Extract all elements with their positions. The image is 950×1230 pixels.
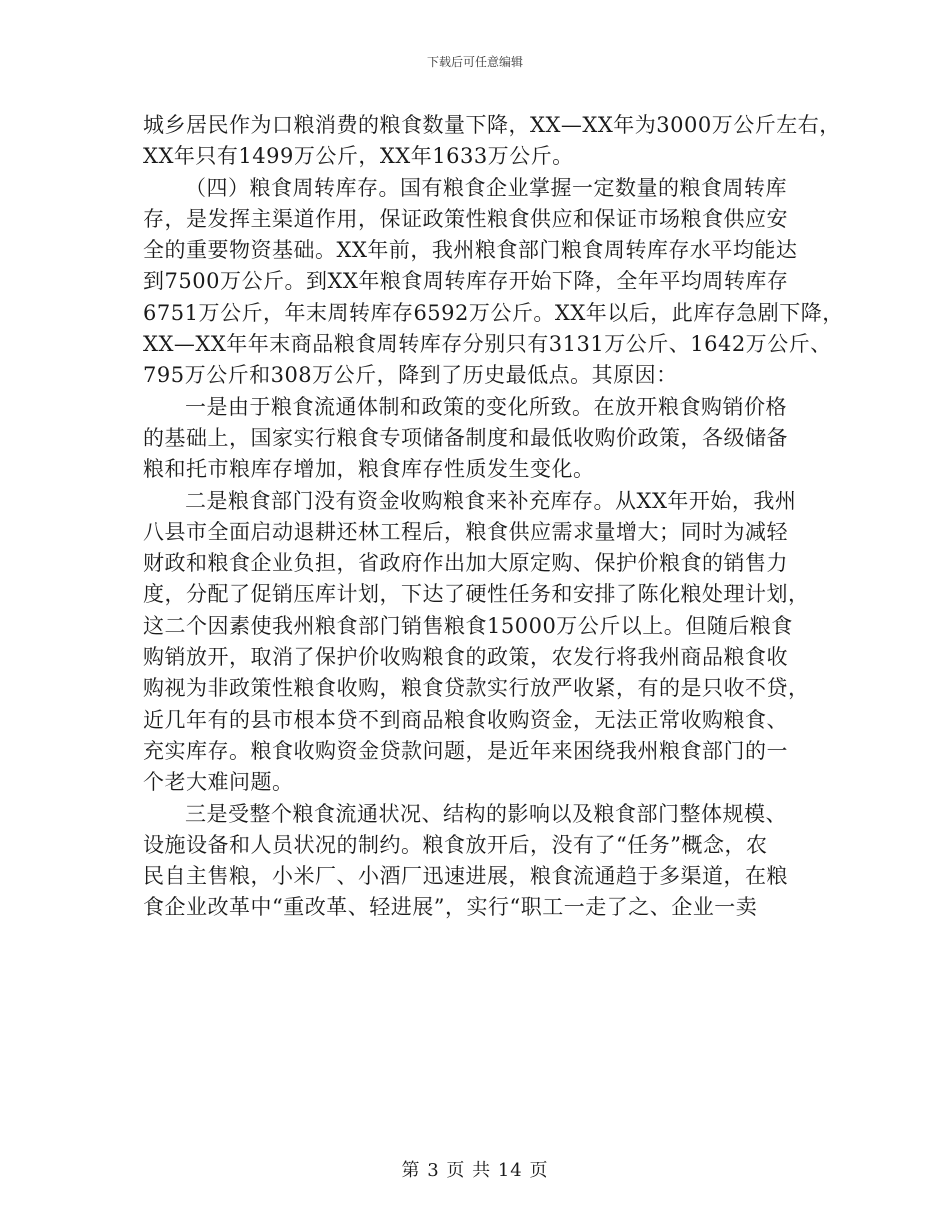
body-line: XX—XX年年末商品粮食周转库存分别只有3131万公斤、1642万公斤、 xyxy=(143,332,832,357)
body-line: 购视为非政策性粮食收购，粮食贷款实行放严收紧，有的是只收不贷， xyxy=(143,676,810,701)
body-line: 存，是发挥主渠道作用，保证政策性粮食供应和保证市场粮食供应安 xyxy=(143,206,788,231)
body-line: XX年只有1499万公斤，XX年1633万公斤。 xyxy=(143,144,574,169)
body-line: （四）粮食周转库存。国有粮食企业掌握一定数量的粮食周转库 xyxy=(185,175,787,200)
body-line: 购销放开，取消了保护价收购粮食的政策，农发行将我州商品粮食收 xyxy=(143,645,788,670)
body-line: 三是受整个粮食流通状况、结构的影响以及粮食部门整体规模、 xyxy=(185,801,787,826)
body-line: 设施设备和人员状况的制约。粮食放开后，没有了“任务”概念，农 xyxy=(143,832,768,857)
body-line: 的基础上，国家实行粮食专项储备制度和最低收购价政策，各级储备 xyxy=(143,425,788,450)
body-line: 城乡居民作为口粮消费的粮食数量下降，XX—XX年为3000万公斤左右， xyxy=(143,113,841,137)
body-line: 二是粮食部门没有资金收购粮食来补充库存。从XX年开始，我州 xyxy=(185,488,797,513)
body-line: 财政和粮食企业负担，省政府作出加大原定购、保护价粮食的销售力 xyxy=(143,551,788,576)
body-line: 八县市全面启动退耕还林工程后，粮食供应需求量增大；同时为减轻 xyxy=(143,519,788,544)
body-line: 到7500万公斤。到XX年粮食周转库存开始下降，全年平均周转库存 xyxy=(143,269,789,294)
body-line: 度，分配了促销压库计划，下达了硬性任务和安排了陈化粮处理计划， xyxy=(143,582,810,607)
body-line: 个老大难问题。 xyxy=(143,770,294,795)
document-body xyxy=(143,110,844,924)
body-line: 这二个因素使我州粮食部门销售粮食15000万公斤以上。但随后粮食 xyxy=(143,613,793,638)
body-line: 近几年有的县市根本贷不到商品粮食收购资金，无法正常收购粮食、 xyxy=(143,707,788,732)
page-number-footer: 第 3 页 共 14 页 xyxy=(401,1160,549,1181)
body-line: 795万公斤和308万公斤，降到了历史最低点。其原因： xyxy=(143,363,678,388)
body-line: 一是由于粮食流通体制和政策的变化所致。在放开粮食购销价格 xyxy=(185,394,787,419)
page-header-note: 下载后可任意编辑 xyxy=(426,55,523,69)
body-line: 粮和托市粮库存增加，粮食库存性质发生变化。 xyxy=(143,457,595,482)
body-line: 民自主售粮，小米厂、小酒厂迅速进展，粮食流通趋于多渠道，在粮 xyxy=(143,864,788,889)
body-line: 充实库存。粮食收购资金贷款问题，是近年来困绕我州粮食部门的一 xyxy=(143,738,788,763)
body-line: 食企业改革中“重改革、轻进展”，实行“职工一走了之、企业一卖 xyxy=(143,895,758,920)
body-line: 6751万公斤，年末周转库存6592万公斤。XX年以后，此库存急剧下降， xyxy=(143,300,844,325)
body-line: 全的重要物资基础。XX年前，我州粮食部门粮食周转库存水平均能达 xyxy=(143,238,798,263)
